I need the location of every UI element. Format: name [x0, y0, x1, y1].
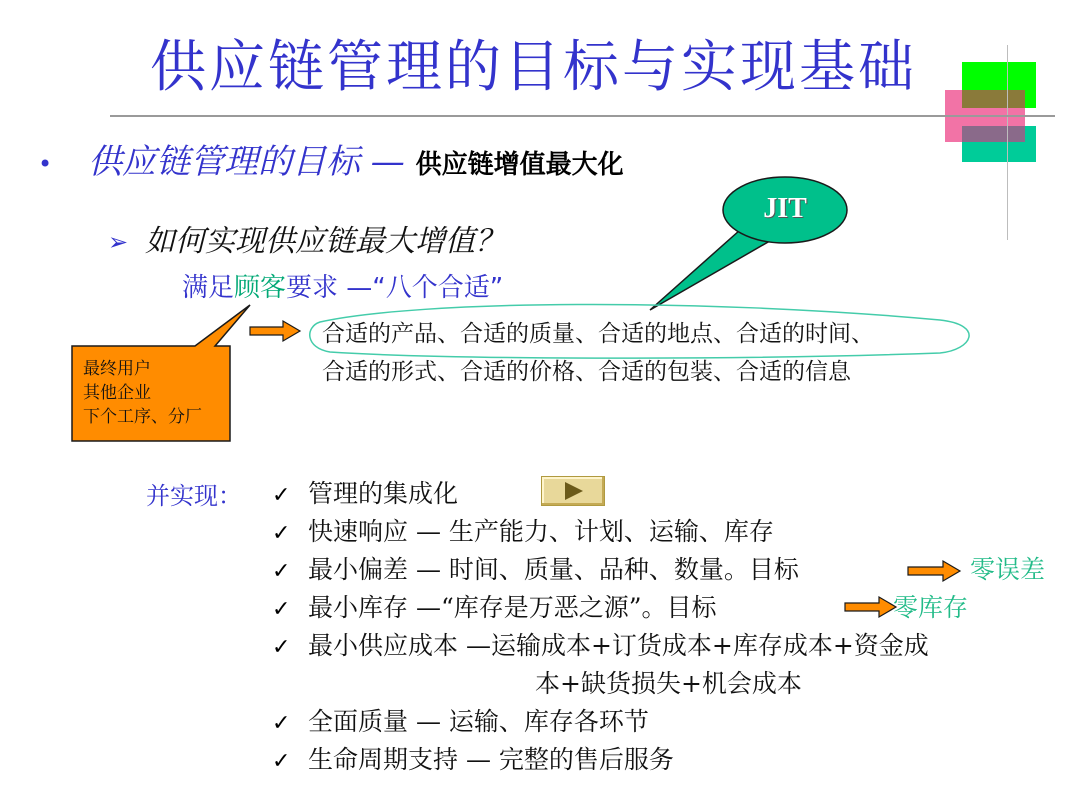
- list-item-continuation: 本+缺货损失+机会成本: [535, 669, 802, 698]
- suitable-line-1: 合适的产品、合适的质量、合适的地点、合适的时间、: [322, 321, 874, 347]
- list-item: [272, 742, 674, 780]
- play-button[interactable]: [541, 476, 605, 506]
- list-item: [272, 590, 717, 628]
- list-item-text: 最小偏差 — 时间、质量、品种、数量。目标: [308, 555, 799, 584]
- list-item: [272, 514, 774, 552]
- list-item-text: 最小供应成本 —运输成本+订货成本+库存成本+资金成: [308, 631, 929, 660]
- check-icon: ✓: [272, 711, 291, 736]
- jit-label: JIT: [763, 193, 807, 224]
- list-item-text: 生命周期支持 — 完整的售后服务: [308, 745, 674, 774]
- target-zero-error: 零误差: [970, 555, 1046, 584]
- requirement-highlight: 顾客: [234, 273, 287, 303]
- list-item: [272, 476, 458, 514]
- suitable-line-2: 合适的形式、合适的价格、合适的包装、合适的信息: [322, 359, 851, 385]
- check-icon: ✓: [272, 749, 291, 774]
- list-item-text: 管理的集成化: [308, 479, 459, 508]
- list-item: [272, 552, 799, 590]
- right-arrow-icon: [845, 597, 896, 617]
- right-arrow-icon: [250, 321, 300, 341]
- requirement-suffix: 要求 —“八个合适”: [286, 273, 504, 303]
- right-arrow-icon: [908, 561, 960, 581]
- list-item-text: 最小库存 —“库存是万恶之源”。目标: [308, 593, 717, 622]
- bullet-dot-icon: •: [38, 150, 53, 178]
- play-icon: [542, 477, 604, 505]
- target-zero-inventory: 零库存: [893, 593, 969, 622]
- goal-value: 供应链增值最大化: [415, 150, 624, 180]
- list-item: [272, 628, 929, 666]
- check-icon: ✓: [272, 597, 291, 622]
- goal-label: 供应链管理的目标 —: [88, 142, 405, 182]
- list-item-text: 全面质量 — 运输、库存各环节: [308, 707, 649, 736]
- check-icon: ✓: [272, 483, 291, 508]
- realize-label: 并实现：: [146, 482, 242, 510]
- callout-line: 其他企业: [83, 383, 151, 403]
- check-icon: ✓: [272, 635, 291, 660]
- requirement-prefix: 满足: [182, 273, 235, 303]
- question-text: 如何实现供应链最大增值？: [145, 224, 505, 259]
- check-icon: ✓: [272, 521, 291, 546]
- arrow-bullet-icon: ➢: [108, 228, 129, 256]
- list-item-text: 快速响应 — 生产能力、计划、运输、库存: [308, 517, 774, 546]
- callout-line: 下个工序、分厂: [83, 407, 202, 427]
- list-item: [272, 704, 649, 742]
- check-icon: ✓: [272, 559, 291, 584]
- slide-title: 供应链管理的目标与实现基础: [150, 35, 917, 100]
- callout-line: 最终用户: [83, 359, 151, 379]
- callout-text: [83, 357, 202, 429]
